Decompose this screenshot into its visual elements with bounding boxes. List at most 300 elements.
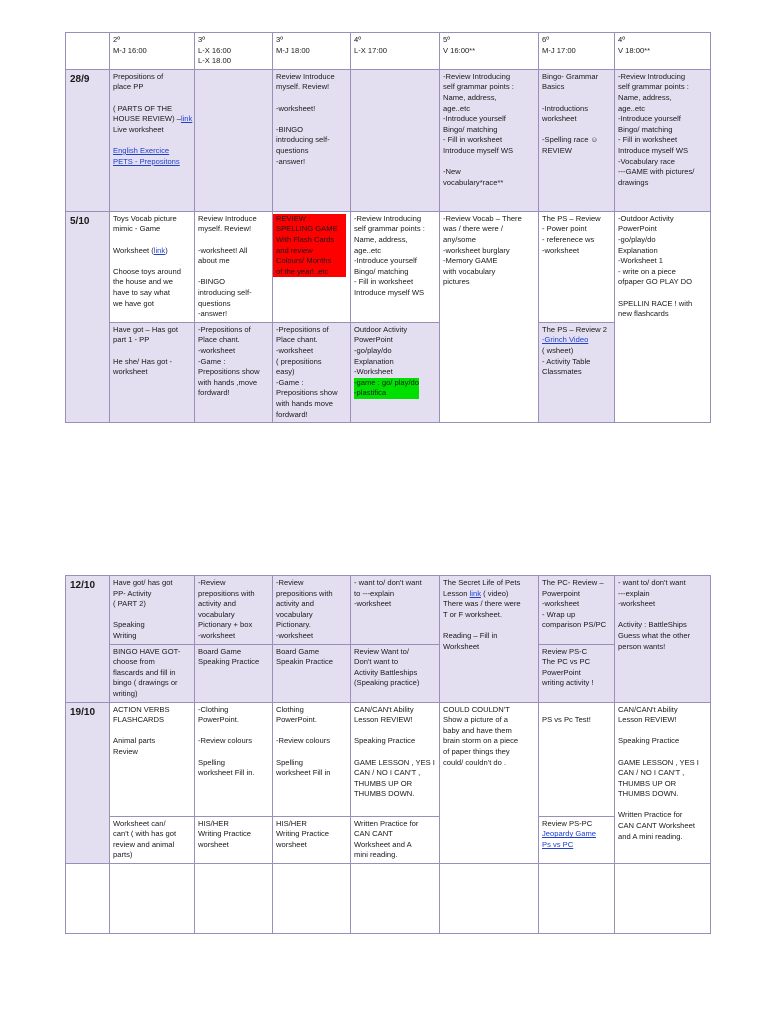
cell-empty [539, 863, 615, 933]
cell-line: -worksheet [354, 599, 392, 609]
worksheet-link[interactable]: link [180, 114, 193, 124]
cell [110, 576, 195, 645]
col-time: L-X 16:00 [198, 45, 231, 55]
col-time: L-X 17:00 [354, 45, 387, 55]
col-number: 3º [276, 35, 283, 44]
grinch-video-link[interactable]: -Grinch Video [542, 335, 589, 345]
cell-line: ( PARTS OF THE [113, 103, 173, 113]
cell-line: - Activity Table [542, 356, 591, 366]
cell-line: - Wrap up [542, 609, 576, 619]
cell-line: with vocabulary [443, 266, 496, 276]
cell-line: -Vocabulary race [618, 156, 675, 166]
week-row-12-10-b [66, 644, 711, 702]
cell-line: Introduce myself WS [354, 287, 425, 297]
cell-line: CAN CANT Worksheet [618, 821, 695, 831]
cell-line [198, 235, 269, 246]
cell-line: FLASHCARDS [113, 715, 165, 725]
cell-line: Live worksheet [113, 124, 164, 134]
cell-line: worksheet Fill in. [198, 768, 255, 778]
cell [615, 211, 711, 422]
cell-line: questions [198, 298, 231, 308]
col-number: 4º [354, 35, 361, 44]
cell-line: - Fill in worksheet [443, 135, 503, 145]
cell-line: Pictionary. [276, 620, 311, 630]
cell [273, 69, 351, 211]
cell-line: any/some [443, 234, 476, 244]
cell-line: Introduce myself WS [618, 145, 689, 155]
spelling-game-highlight [273, 214, 346, 278]
cell-line: He she/ Has got - [113, 356, 173, 366]
cell [539, 816, 615, 863]
cell-line: Lesson REVIEW! [354, 715, 413, 725]
cell-line: Writing Practice [198, 829, 252, 839]
cell-line: age..etc [443, 103, 471, 113]
cell-line: -Clothing [198, 704, 229, 714]
cell-line: -worksheet! [276, 103, 316, 113]
cell-line: bingo ( drawings or [113, 678, 178, 688]
cell-line: COULD COULDN'T [443, 704, 510, 714]
cell-line [618, 747, 707, 758]
cell-line: PowerPoint [542, 667, 581, 677]
cell-line: could/ couldn't do . [443, 757, 507, 767]
cell-line: Board Game [198, 646, 242, 656]
cell [195, 702, 273, 816]
cell [351, 576, 440, 645]
cell-line: -worksheet [542, 245, 580, 255]
cell-line: Spelling [198, 757, 226, 767]
cell-line: ( wsheet) [542, 345, 574, 355]
cell-empty [195, 69, 273, 211]
cell-line [354, 747, 436, 758]
cell-line: Name, address, [618, 92, 672, 102]
cell [195, 644, 273, 702]
cell-line: Have got/ has got [113, 578, 173, 587]
cell-line: PowerPoint. [276, 715, 317, 725]
cell-empty [351, 863, 440, 933]
cell-line: Have got – Has got [113, 324, 179, 334]
cell-line: self grammar points : [443, 82, 514, 92]
cell-line [198, 726, 269, 737]
cell-line: - Fill in worksheet [618, 135, 678, 145]
cell [351, 816, 440, 863]
cell-line [443, 620, 535, 631]
cell-line: PowerPoint [354, 335, 393, 345]
cell-line: -New [443, 167, 461, 177]
cell-line: Speaking [113, 620, 145, 630]
cell-line: -Worksheet 1 [618, 256, 664, 266]
cell-line: Name, address, [354, 234, 408, 244]
cell-line [113, 93, 191, 104]
cell-line: The PS – Review 2 [542, 324, 607, 334]
cell-line: - want to/ don't want [618, 578, 686, 587]
header-col-1 [110, 33, 195, 70]
cell [273, 211, 351, 322]
cell-line: (Speaking practice) [354, 678, 420, 688]
cell [273, 816, 351, 863]
cell-line: vocabulary*race** [443, 177, 504, 187]
cell-line: Review Introduce [198, 213, 257, 223]
cell-text: ( video) [481, 588, 509, 598]
header-row [66, 33, 711, 70]
cell [539, 702, 615, 816]
cell-line: with hands ,move [198, 377, 258, 387]
cell [351, 644, 440, 702]
cell-line: and A mini reading. [618, 831, 683, 841]
cell-line: person wants! [618, 641, 666, 651]
cell-line: -Introductions [542, 103, 589, 113]
cell-line [542, 93, 611, 104]
cell-line: self grammar points : [618, 82, 689, 92]
cell [273, 644, 351, 702]
video-link[interactable]: link [469, 588, 482, 598]
cell-line: Powerpoint [542, 588, 580, 598]
cell-line: Toys Vocab picture [113, 213, 177, 223]
cell-line: Clothing [276, 704, 304, 714]
worksheet-link[interactable]: link [153, 245, 166, 255]
cell-line: ---explain [618, 588, 650, 598]
cell-line: of the year! .etc [276, 266, 329, 276]
cell [273, 702, 351, 816]
cell-line: Place chant. [198, 335, 240, 345]
cell-line: -Review [198, 578, 226, 587]
cell-line: REVIEW : [276, 213, 311, 223]
cell-line: ---GAME with pictures/ [618, 167, 695, 177]
cell [195, 816, 273, 863]
cell-line: Speaking Practice [354, 736, 416, 746]
cell-line: Worksheet and A [354, 839, 412, 849]
header-col-6 [539, 33, 615, 70]
cell-line: CAN / NO I CAN'T , [618, 768, 685, 778]
cell-line: SPELLIN RACE ! with [618, 298, 693, 308]
cell-line: ofpaper GO PLAY DO [618, 277, 693, 287]
week-date: 5/10 [66, 211, 110, 422]
jeopardy-game-link[interactable]: Jeopardy Game [542, 829, 597, 839]
cell-line: -game : go/ play/do [354, 377, 420, 387]
cell-line: myself. Review! [276, 82, 330, 92]
cell-line: -Spelling race ☺ [542, 135, 599, 145]
cell-line: Prepositions show [198, 367, 260, 377]
cell-line: Guess what the other [618, 630, 691, 640]
cell-line: Name, address, [443, 92, 497, 102]
cell-line: Colours/ Months [276, 256, 332, 266]
cell-line: Review Introduce [276, 71, 335, 81]
cell [440, 576, 539, 703]
cell [195, 576, 273, 645]
cell-line: of paper things they [443, 746, 510, 756]
cell-line: brain storm on a piece [443, 736, 519, 746]
cell [273, 576, 351, 645]
cell-line: Written Practice for [618, 810, 683, 820]
cell-line: PowerPoint. [198, 715, 239, 725]
col-number: 3º [198, 35, 205, 44]
header-col-7 [615, 33, 711, 70]
cell-text: Worksheet ( [113, 245, 154, 255]
cell-line: Prepositions show [276, 388, 338, 398]
cell-line: baby and have them [443, 725, 512, 735]
cell-line: Bingo/ matching [354, 266, 409, 276]
english-exercise-link[interactable]: English Exercice [113, 145, 170, 155]
cell-empty [66, 863, 110, 933]
cell-line: THUMBS UP OR [618, 778, 677, 788]
cell-line: -Review [276, 578, 304, 587]
week-row-28-9 [66, 69, 711, 211]
cell-line [113, 610, 191, 621]
cell-line: Basics [542, 82, 565, 92]
cell-line: flascards and fill in [113, 667, 176, 677]
cell-line [113, 726, 191, 737]
cell-line: -go/play/do [618, 234, 656, 244]
week-row-12-10-a [66, 576, 711, 645]
cell-line: -worksheet [542, 599, 580, 609]
cell-line: -Worksheet [354, 367, 393, 377]
cell-line: Bingo- Grammar [542, 71, 599, 81]
cell-line: Classmates [542, 367, 582, 377]
schedule-table-2 [65, 575, 711, 934]
cell-line: Written Practice for [354, 818, 419, 828]
cell-line: Worksheet [443, 641, 480, 651]
cell-line: part 1 - PP [113, 335, 150, 345]
pets-prepositions-link[interactable]: PETS - Prepositons [113, 156, 180, 166]
cell-line: Writing [113, 630, 137, 640]
cell-line: self grammar points : [354, 224, 425, 234]
cell-line: Explanation [618, 245, 658, 255]
cell-line: -Review Introducing [443, 71, 511, 81]
week-row-5-10-b [66, 322, 711, 422]
cell-line [113, 114, 191, 125]
cell-line: HIS/HER [198, 818, 229, 828]
cell-line: PS vs Pc Test! [542, 715, 591, 725]
cell-line: -Game : [276, 377, 304, 387]
cell-empty [195, 863, 273, 933]
cell-line: Lesson REVIEW! [618, 715, 677, 725]
cell-line: -Review Introducing [618, 71, 686, 81]
cell-line: Choose toys around [113, 266, 181, 276]
cell-line: -worksheet [618, 599, 656, 609]
cell-line: -worksheet burglary [443, 245, 510, 255]
cell-line: activity and [276, 599, 314, 609]
cell-line: -plastifica [354, 388, 387, 398]
col-time: L-X 18.00 [198, 56, 231, 66]
cell-line: -Prepositions of [198, 324, 251, 334]
cell-line [618, 610, 707, 621]
cell [110, 322, 195, 422]
cell-line: was / there were / [443, 224, 503, 234]
cell-line: fordward! [198, 388, 230, 398]
cell-line: GAME LESSON , YES I [354, 757, 435, 767]
cell [440, 211, 539, 422]
cell [440, 702, 539, 863]
cell-line: -worksheet [276, 345, 314, 355]
cell [615, 702, 711, 863]
cell-line: HIS/HER [276, 818, 307, 828]
cell-line: Review [113, 746, 138, 756]
cell-line: -Introduce yourself [618, 114, 681, 124]
cell-line: -Game : [198, 356, 226, 366]
cell [351, 702, 440, 816]
cell-line: worksheet [542, 114, 577, 124]
cell-line: -BINGO [198, 277, 226, 287]
cell-line [276, 114, 347, 125]
cell-line [354, 726, 436, 737]
cell-line: BINGO HAVE GOT- [113, 646, 181, 656]
cell-line: have to say what [113, 287, 170, 297]
cell-line [443, 157, 535, 168]
week-row-5-10-a [66, 211, 711, 322]
cell-line [113, 235, 191, 246]
cell-line: Worksheet can/ [113, 818, 166, 828]
cell-line [198, 747, 269, 758]
cell-line: REVIEW [542, 145, 572, 155]
cell-line: parts) [113, 850, 133, 860]
cell-line: -BINGO [276, 124, 304, 134]
cell-line: Spelling [276, 757, 304, 767]
cell-line: With Flash Cards [276, 234, 335, 244]
cell-text: Lesson [443, 588, 470, 598]
col-time: M-J 18:00 [276, 45, 310, 55]
col-number: 6º [542, 35, 549, 44]
cell [110, 644, 195, 702]
cell-line: -worksheet [276, 630, 314, 640]
cell-line: -Prepositions of [276, 324, 329, 334]
cell [195, 211, 273, 322]
cell-line: drawings [618, 177, 649, 187]
cell-line: Review Want to/ [354, 646, 410, 656]
cell [615, 69, 711, 211]
header-col-3 [273, 33, 351, 70]
cell-line: with hands move [276, 398, 333, 408]
cell-line: Speaking Practice [618, 736, 680, 746]
cell-line: age..etc [618, 103, 646, 113]
cell-line: vocabulary [276, 609, 313, 619]
cell-line: age..etc [354, 245, 382, 255]
cell [615, 576, 711, 703]
header-col-2 [195, 33, 273, 70]
cell-line: ( PART 2) [113, 599, 146, 609]
cell-line: ACTION VERBS [113, 704, 170, 714]
cell-line: Review PS-C [542, 646, 588, 656]
cell-line: mini reading. [354, 850, 398, 860]
cell-line: activity and [198, 599, 236, 609]
col-number: 5º [443, 35, 450, 44]
cell-empty [351, 69, 440, 211]
cell [195, 322, 273, 422]
cell-line: -Introduce yourself [443, 114, 506, 124]
cell-line: Worksheet (link) [113, 245, 168, 255]
cell-line: worksheet [113, 367, 148, 377]
cell-line: CAN/CAN't Ability [618, 704, 678, 714]
week-date: 12/10 [66, 576, 110, 703]
cell-line: ( prepositions [276, 356, 322, 366]
cell-line: There was / there were [443, 599, 521, 609]
cell-text: HOUSE REVIEW) – [113, 114, 181, 124]
cell-line: Outdoor Activity [354, 324, 408, 334]
cell-line: Board Game [276, 646, 320, 656]
cell-line: -Outdoor Activity [618, 213, 674, 223]
schedule-table-1 [65, 32, 711, 423]
cell-line: - Fill in worksheet [354, 277, 414, 287]
cell [110, 69, 195, 211]
cell-line: Bingo/ matching [618, 124, 673, 134]
cell-line: new flashcards [618, 309, 669, 319]
cell-line: Prepositions of [113, 71, 164, 81]
cell-line: review and animal [113, 839, 175, 849]
cell [351, 322, 440, 422]
cell-line: Activity : BattleShips [618, 620, 687, 630]
cell-line: THUMBS DOWN. [354, 789, 415, 799]
cell-line: Don't want to [354, 657, 399, 667]
cell [351, 211, 440, 322]
cell-line: worsheet [198, 839, 229, 849]
cell-line [443, 589, 535, 600]
cell-line: pictures [443, 277, 470, 287]
cell-line: prepositions with [198, 588, 255, 598]
cell-line: GAME LESSON , YES I [618, 757, 699, 767]
cell [539, 576, 615, 645]
cell-line: Pictionary + box [198, 620, 253, 630]
cell-line: - want to/ don't want [354, 578, 422, 587]
cell-line: -answer! [276, 156, 306, 166]
cell-line: -worksheet! All [198, 245, 248, 255]
cell-line: the house and we [113, 277, 173, 287]
cell-line: fordward! [276, 409, 308, 419]
cell-line [113, 256, 191, 267]
cell-line: CAN/CAN't Ability [354, 704, 414, 714]
cell-line: Explanation [354, 356, 394, 366]
go-play-do-highlight [354, 378, 419, 399]
header-corner [66, 33, 110, 70]
cell-line: Introduce myself WS [443, 145, 514, 155]
week-row-19-10-b [66, 816, 711, 863]
cell [110, 816, 195, 863]
cell-line [113, 346, 191, 357]
cell-line: The Secret Life of Pets [443, 578, 521, 587]
cell [440, 69, 539, 211]
cell-empty [440, 863, 539, 933]
cell-line: introducing self- [276, 135, 330, 145]
cell-line: prepositions with [276, 588, 333, 598]
cell-empty [273, 863, 351, 933]
jeopardy-game-link[interactable]: Ps vs PC [542, 839, 574, 849]
cell-line: The PS – Review [542, 213, 601, 223]
cell-line: vocabulary [198, 609, 235, 619]
cell-line [113, 135, 191, 146]
cell-line: worsheet [276, 839, 307, 849]
cell-line: choose from [113, 657, 155, 667]
cell-line: The PC- Review – [542, 578, 604, 587]
cell-line: PowerPoint [618, 224, 657, 234]
cell-line: THUMBS UP OR [354, 778, 413, 788]
empty-row [66, 863, 711, 933]
cell-line: Bingo/ matching [443, 124, 498, 134]
cell-line: -worksheet [198, 345, 236, 355]
week-date: 28/9 [66, 69, 110, 211]
cell-line: mimic - Game [113, 224, 161, 234]
cell-line: Show a picture of a [443, 715, 509, 725]
cell-line: we have got [113, 298, 154, 308]
col-time: M-J 17:00 [542, 45, 576, 55]
cell-line: -go/play/do [354, 345, 392, 355]
cell [110, 211, 195, 322]
cell-line: -Review colours [198, 736, 253, 746]
cell-line: questions [276, 145, 309, 155]
cell-line: can't ( with has got [113, 829, 177, 839]
cell-empty [110, 863, 195, 933]
cell-line [542, 705, 611, 716]
cell-line: - write on a piece [618, 266, 676, 276]
cell-line: Animal parts [113, 736, 156, 746]
cell-line [276, 747, 347, 758]
cell-line: -Review colours [276, 736, 331, 746]
